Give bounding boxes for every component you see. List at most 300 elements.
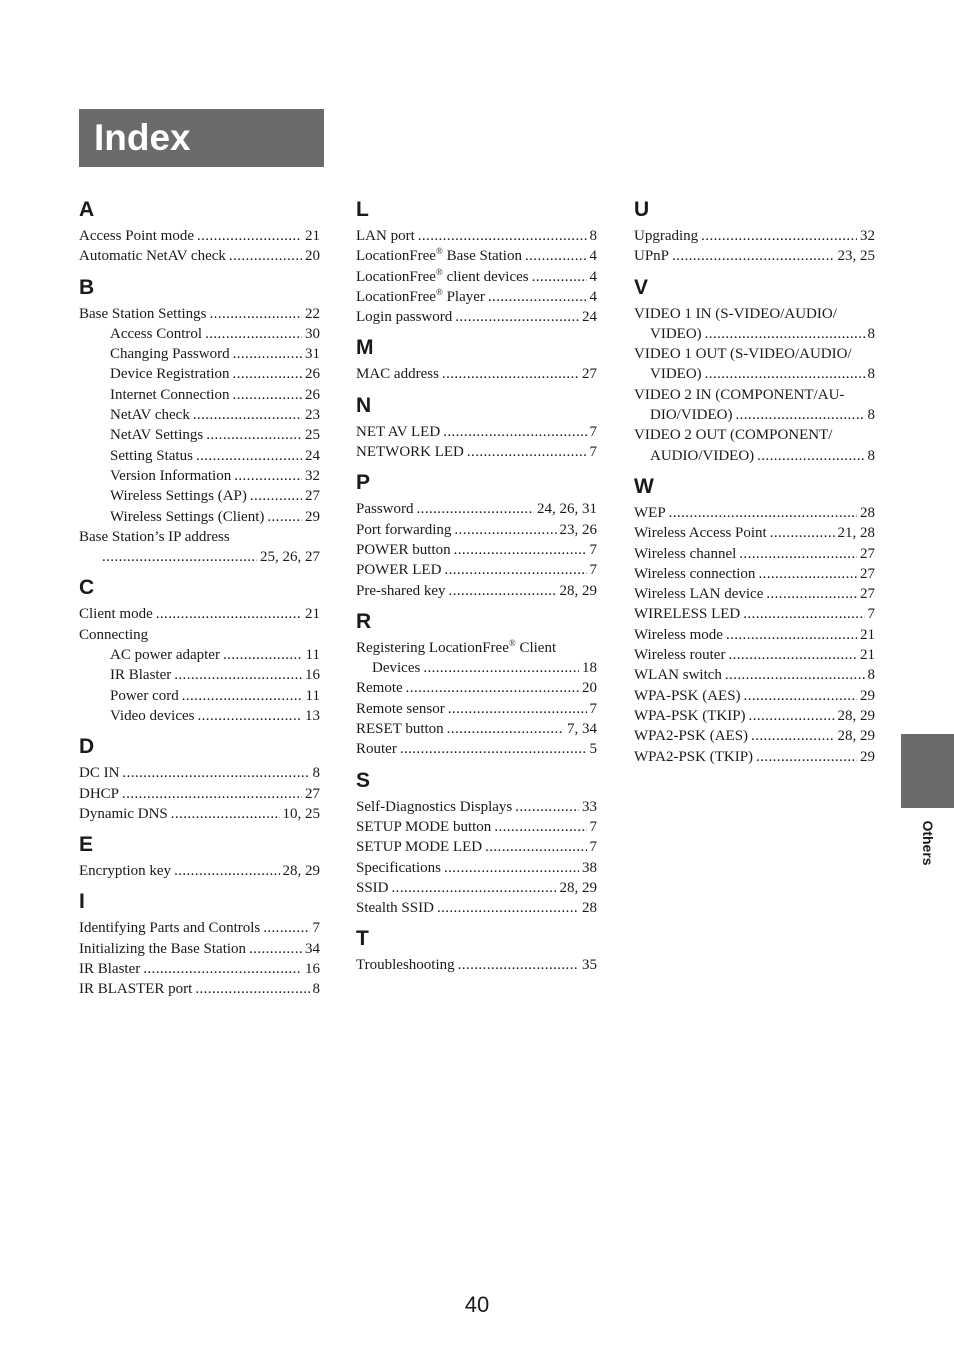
index-term <box>356 560 441 580</box>
index-page-ref: 8 <box>867 447 875 464</box>
index-page-ref: 27 <box>305 488 320 505</box>
index-entry <box>356 442 597 462</box>
index-term-text: RESET button <box>356 721 444 738</box>
index-term <box>79 959 140 979</box>
index-page-ref: 28, 29 <box>559 879 597 896</box>
dot-leader <box>156 604 302 624</box>
index-term <box>356 540 451 560</box>
index-term-text: VIDEO 1 OUT (S-VIDEO/AUDIO/ <box>634 346 852 363</box>
index-term <box>634 604 740 624</box>
dot-leader <box>193 405 302 425</box>
index-term-text: Troubleshooting <box>356 957 455 974</box>
index-term-text: Encryption key <box>79 863 172 880</box>
index-page-ref: 7 <box>589 818 597 835</box>
registered-mark: ® <box>435 246 443 257</box>
index-term-text: Router <box>356 741 397 758</box>
index-term-text: Connecting <box>79 626 149 643</box>
index-term-text: NET AV LED <box>356 423 441 440</box>
index-term <box>356 878 389 898</box>
index-term-text: Password <box>356 501 414 518</box>
index-entry <box>356 638 597 658</box>
dot-leader <box>174 861 279 881</box>
dot-leader <box>447 719 564 739</box>
registered-mark: ® <box>508 637 516 648</box>
dot-leader <box>705 364 865 384</box>
index-term-text: Client mode <box>79 606 153 623</box>
index-page-ref: 28, 29 <box>559 582 597 599</box>
dot-leader <box>467 442 587 462</box>
index-term-text: Changing Password <box>110 346 230 363</box>
dot-leader <box>525 246 587 266</box>
index-term-text: Stealth SSID <box>356 900 434 917</box>
index-page-ref: 11 <box>305 687 320 704</box>
index-page-ref: 38 <box>582 859 597 876</box>
index-page-ref: 8 <box>867 325 875 342</box>
index-page-ref: 32 <box>860 228 875 244</box>
index-letter-heading: P <box>356 471 371 495</box>
index-entry <box>79 959 320 979</box>
index-term <box>356 226 415 246</box>
index-term-text: Version Information <box>110 467 232 484</box>
index-entry <box>79 446 320 466</box>
index-term-text: Devices <box>372 660 421 677</box>
index-term-text: AC power adapter <box>110 647 220 664</box>
index-entry <box>356 955 597 975</box>
index-term-text: SSID <box>356 879 389 896</box>
index-entry <box>634 385 875 405</box>
index-term-text: NetAV Settings <box>110 427 204 444</box>
dot-leader <box>743 604 864 624</box>
index-entry <box>79 486 320 506</box>
index-entry <box>634 706 875 726</box>
index-term <box>110 324 202 344</box>
dot-leader <box>143 959 302 979</box>
index-term <box>356 638 556 658</box>
index-term-text: IR Blaster <box>110 667 172 684</box>
index-term <box>634 385 844 405</box>
index-term <box>634 747 753 767</box>
index-page-ref: 32 <box>305 467 320 484</box>
index-entry <box>634 226 875 246</box>
dot-leader <box>205 324 302 344</box>
index-term-text: LocationFree <box>356 248 436 265</box>
index-term-text: NETWORK LED <box>356 444 464 461</box>
index-term-text-after: Base Station <box>442 248 522 265</box>
index-entry <box>634 604 875 624</box>
index-page-ref: 21 <box>860 626 875 643</box>
index-letter-heading: V <box>634 275 649 299</box>
index-page-ref: 16 <box>305 961 320 978</box>
index-term-text: WEP <box>634 504 666 521</box>
index-entry <box>79 665 320 685</box>
index-entry <box>356 797 597 817</box>
index-entry <box>356 226 597 246</box>
index-term <box>79 979 192 999</box>
index-page-ref: 13 <box>305 707 320 724</box>
index-entry <box>356 287 597 307</box>
dot-leader <box>197 226 302 246</box>
index-page-ref: 28 <box>860 504 875 521</box>
index-term <box>634 726 748 746</box>
index-term-text: LocationFree <box>356 288 436 305</box>
dot-leader <box>728 645 857 665</box>
index-term-text: Specifications <box>356 859 441 876</box>
dot-leader <box>442 364 579 384</box>
dot-leader <box>174 665 302 685</box>
dot-leader <box>249 939 302 959</box>
index-term-text: VIDEO 2 IN (COMPONENT/AU- <box>634 386 845 403</box>
dot-leader <box>705 324 865 344</box>
index-page-ref: 26 <box>305 386 320 403</box>
index-term <box>110 706 195 726</box>
dot-leader <box>444 858 579 878</box>
index-entry <box>356 719 597 739</box>
index-term-text: WPA-PSK (AES) <box>634 687 741 704</box>
dot-leader <box>443 422 586 442</box>
dot-leader <box>455 307 579 327</box>
index-term <box>372 658 420 678</box>
index-page-ref: 35 <box>582 957 597 974</box>
index-term <box>634 304 837 324</box>
index-page-ref: 10, 25 <box>282 805 320 822</box>
dot-leader <box>423 658 579 678</box>
index-entry <box>356 678 597 698</box>
index-entry <box>356 739 597 759</box>
index-page-ref: 16 <box>305 667 320 684</box>
index-term <box>650 324 702 344</box>
index-page-ref: 4 <box>589 248 597 265</box>
index-term-text: VIDEO 2 OUT (COMPONENT/ <box>634 427 833 444</box>
index-page-ref: 8 <box>867 407 875 424</box>
dot-leader <box>672 246 834 266</box>
index-term-text: Dynamic DNS <box>79 805 168 822</box>
index-term <box>110 686 179 706</box>
index-entry <box>356 499 597 519</box>
index-entry <box>356 699 597 719</box>
index-page-ref: 7 <box>589 562 597 579</box>
index-page-ref: 21 <box>305 228 320 244</box>
index-page-ref: 25, 26, 27 <box>260 549 320 566</box>
index-term <box>356 797 512 817</box>
index-term <box>356 817 491 837</box>
index-column-right <box>634 194 875 767</box>
index-term <box>110 344 230 364</box>
dot-leader <box>744 686 857 706</box>
index-term-text: DHCP <box>79 785 120 802</box>
index-entry <box>634 584 875 604</box>
index-term <box>356 246 522 266</box>
index-entry <box>356 307 597 327</box>
dot-leader <box>417 499 534 519</box>
dot-leader <box>122 784 302 804</box>
index-term-text: Wireless Settings (Client) <box>110 508 265 525</box>
index-entry <box>79 324 320 344</box>
dot-leader <box>210 304 303 324</box>
index-entry <box>634 364 875 384</box>
index-entry <box>356 422 597 442</box>
index-term-text-after: Client <box>515 639 557 656</box>
index-term-text: Remote sensor <box>356 700 445 717</box>
index-term <box>356 898 434 918</box>
dot-leader <box>444 560 586 580</box>
index-term-text: Wireless channel <box>634 545 737 562</box>
dot-leader <box>532 267 587 287</box>
dot-leader <box>739 544 857 564</box>
index-page-ref: 33 <box>582 798 597 815</box>
index-page-ref: 21, 28 <box>837 525 875 542</box>
index-page-ref: 28, 29 <box>837 707 875 724</box>
index-entry <box>79 344 320 364</box>
index-term-text: Internet Connection <box>110 386 230 403</box>
index-term-text: MAC address <box>356 366 439 383</box>
index-entry <box>79 706 320 726</box>
index-page-ref: 30 <box>305 325 320 342</box>
index-letter-heading: A <box>79 198 95 221</box>
index-term-text: Identifying Parts and Controls <box>79 920 261 937</box>
index-term-text: Power cord <box>110 687 179 704</box>
index-term-text: Wireless router <box>634 647 726 664</box>
dot-leader <box>182 686 303 706</box>
dot-leader <box>392 878 557 898</box>
index-term <box>110 665 171 685</box>
index-entry <box>79 246 320 266</box>
index-term-text: WLAN switch <box>634 667 722 684</box>
index-page-ref: 23, 25 <box>837 248 875 265</box>
index-entry <box>356 898 597 918</box>
index-term-text: Wireless Settings (AP) <box>110 488 247 505</box>
index-term-text: Pre-shared key <box>356 582 446 599</box>
dot-leader <box>198 706 303 726</box>
index-entry <box>634 726 875 746</box>
dot-leader <box>234 466 302 486</box>
index-page-ref: 20 <box>582 680 597 697</box>
index-entry <box>356 246 597 266</box>
index-page-ref: 28, 29 <box>837 728 875 745</box>
index-page-ref: 8 <box>589 228 597 244</box>
dot-leader <box>250 486 302 506</box>
index-term-text: Upgrading <box>634 228 699 244</box>
section-tab-label: Others <box>920 820 936 866</box>
index-page-ref: 27 <box>305 785 320 802</box>
index-page-ref: 28, 29 <box>282 863 320 880</box>
index-entry <box>79 625 320 645</box>
dot-leader <box>454 540 587 560</box>
index-letter-heading: T <box>356 927 369 951</box>
index-entry <box>634 246 875 266</box>
dot-leader <box>406 678 579 698</box>
index-page-ref: 34 <box>305 940 320 957</box>
dot-leader <box>233 364 302 384</box>
dot-leader <box>749 706 835 726</box>
index-entry <box>79 527 320 547</box>
index-term <box>634 665 722 685</box>
dot-leader <box>449 581 557 601</box>
index-term-text: DIO/VIDEO) <box>650 407 733 424</box>
index-term <box>356 307 452 327</box>
page-title: Index <box>79 109 324 167</box>
index-letter-heading: E <box>79 833 94 857</box>
index-term-text: Remote <box>356 680 403 697</box>
index-term-text: WPA2-PSK (TKIP) <box>634 748 754 765</box>
index-entry <box>79 425 320 445</box>
dot-leader <box>701 226 857 246</box>
index-term-text-after: Player <box>442 288 485 305</box>
index-entry <box>634 625 875 645</box>
index-term <box>110 385 230 405</box>
index-letter-heading: B <box>79 275 95 299</box>
index-term-text: WIRELESS LED <box>634 606 741 623</box>
index-entry <box>634 665 875 685</box>
dot-leader <box>488 287 587 307</box>
index-term-text: Wireless Access Point <box>634 525 767 542</box>
index-page-ref: 31 <box>305 346 320 363</box>
index-page-ref: 5 <box>589 741 597 758</box>
index-term <box>634 226 698 246</box>
index-entry <box>79 226 320 246</box>
index-page-ref: 18 <box>582 660 597 677</box>
index-page-ref: 4 <box>589 268 597 285</box>
dot-leader <box>735 405 864 425</box>
index-term-text: POWER button <box>356 541 451 558</box>
index-term <box>110 364 230 384</box>
index-term-text: NetAV check <box>110 407 190 424</box>
index-entry <box>356 858 597 878</box>
index-entry <box>356 540 597 560</box>
dot-leader <box>195 979 309 999</box>
index-term <box>356 422 440 442</box>
index-term-text: SETUP MODE button <box>356 818 492 835</box>
index-term <box>634 706 746 726</box>
index-term <box>79 918 260 938</box>
registered-mark: ® <box>435 286 443 297</box>
index-page-ref: 21 <box>860 647 875 664</box>
index-entry <box>79 507 320 527</box>
index-entry <box>79 304 320 324</box>
index-term <box>79 246 226 266</box>
index-entry <box>356 267 597 287</box>
index-page-ref: 27 <box>860 586 875 603</box>
index-term-text: Self-Diagnostics Displays <box>356 798 513 815</box>
dot-leader <box>223 645 303 665</box>
index-term <box>356 837 482 857</box>
dot-leader <box>229 246 302 266</box>
index-entry <box>356 364 597 384</box>
index-term-text: Automatic NetAV check <box>79 248 226 265</box>
index-term <box>356 499 414 519</box>
index-page-ref: 25 <box>305 427 320 444</box>
index-term <box>356 287 485 307</box>
index-entry <box>79 979 320 999</box>
index-entry <box>79 385 320 405</box>
index-term <box>79 763 119 783</box>
index-entry <box>79 547 320 567</box>
index-term <box>356 364 439 384</box>
index-term <box>634 564 755 584</box>
index-page-ref: 8 <box>867 366 875 383</box>
index-term <box>110 405 190 425</box>
index-page-ref: 7 <box>312 920 320 937</box>
index-entry <box>634 405 875 425</box>
index-term-text: UPnP <box>634 248 670 265</box>
index-page-ref: 7 <box>867 606 875 623</box>
index-letter-heading: D <box>79 735 95 759</box>
index-term-text: Wireless connection <box>634 565 756 582</box>
index-term <box>79 527 230 547</box>
dot-leader <box>400 739 587 759</box>
index-term <box>634 544 736 564</box>
index-term <box>356 581 446 601</box>
dot-leader <box>206 425 302 445</box>
index-term <box>634 523 767 543</box>
index-page-ref: 24, 26, 31 <box>537 501 597 518</box>
index-entry <box>634 564 875 584</box>
index-entry <box>79 405 320 425</box>
index-page-ref: 7 <box>589 541 597 558</box>
index-page-ref: 27 <box>860 565 875 582</box>
dot-leader <box>196 446 302 466</box>
index-term <box>650 446 754 466</box>
index-page-ref: 8 <box>867 667 875 684</box>
index-entry <box>634 304 875 324</box>
dot-leader <box>448 699 587 719</box>
index-page-ref: 20 <box>305 248 320 265</box>
index-term-text: VIDEO) <box>650 366 702 383</box>
index-term <box>79 804 168 824</box>
index-term <box>356 955 455 975</box>
index-term-text: Access Control <box>110 325 203 342</box>
index-term-text: Port forwarding <box>356 521 452 538</box>
index-term <box>634 503 666 523</box>
dot-leader <box>122 763 309 783</box>
index-entry <box>634 686 875 706</box>
index-entry <box>79 364 320 384</box>
index-entry <box>634 446 875 466</box>
index-term <box>79 304 207 324</box>
index-page-ref: 27 <box>860 545 875 562</box>
dot-leader <box>418 226 587 246</box>
index-entry <box>356 817 597 837</box>
index-term <box>110 486 247 506</box>
index-page-ref: 4 <box>589 288 597 305</box>
index-term-text: LocationFree <box>356 268 436 285</box>
index-term <box>110 425 203 445</box>
index-term-text: IR Blaster <box>79 961 141 978</box>
index-page-ref: 7 <box>589 423 597 440</box>
index-term <box>356 267 529 287</box>
dot-leader <box>770 523 835 543</box>
index-term-text: Device Registration <box>110 366 230 383</box>
registered-mark: ® <box>435 266 443 277</box>
index-term <box>356 739 397 759</box>
index-term-text: Video devices <box>110 707 195 724</box>
index-term <box>634 344 852 364</box>
index-letter-heading: S <box>356 768 371 792</box>
index-page-ref: 8 <box>312 765 320 782</box>
index-term <box>634 625 723 645</box>
dot-leader <box>267 507 302 527</box>
index-term <box>79 939 246 959</box>
dot-leader <box>263 918 309 938</box>
index-page-ref: 7 <box>589 444 597 461</box>
index-entry <box>79 861 320 881</box>
index-entry <box>79 918 320 938</box>
index-term-text: AUDIO/VIDEO) <box>650 447 755 464</box>
index-entry <box>634 425 875 445</box>
index-term-text: LAN port <box>356 228 415 244</box>
index-term <box>356 719 444 739</box>
dot-leader <box>233 344 302 364</box>
index-term <box>356 520 451 540</box>
